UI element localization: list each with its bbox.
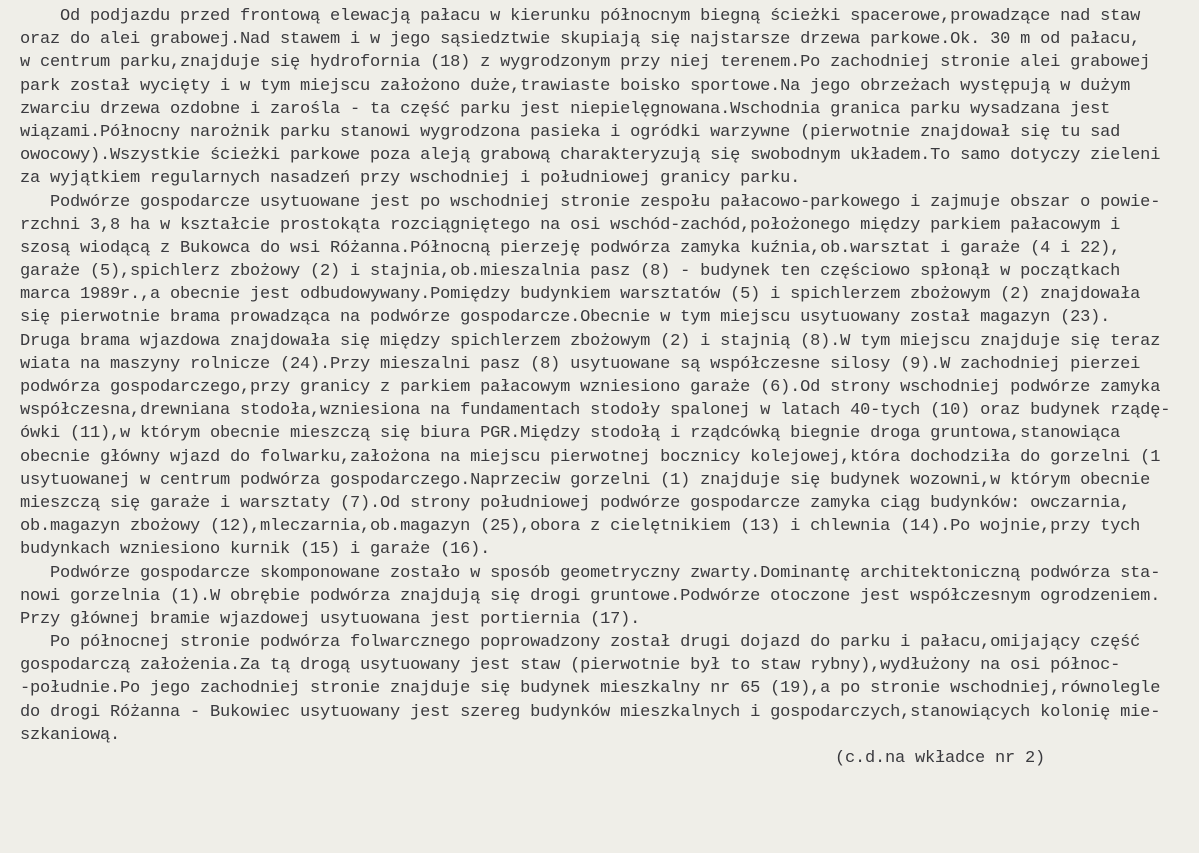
text-line: się pierwotnie brama prowadząca na podwórze gospodarcze.Obecnie w tym miejscu usytuowany został magazyn (23). xyxy=(20,308,1111,328)
text-line: szkaniową. xyxy=(20,725,121,745)
text-line: Przy głównej bramie wjazdowej usytuowana jest portiernia (17). xyxy=(20,609,641,629)
text-line: rzchni 3,8 ha w kształcie prostokąta rozciągniętego na osi wschód-zachód,położonego między parkiem pałacowym i xyxy=(20,215,1121,235)
text-line: garaże (5),spichlerz zbożowy (2) i stajnia,ob.mieszalnia pasz (8) - budynek ten częściowo spłonął w początkach xyxy=(20,262,1121,282)
text-line: marca 1989r.,a obecnie jest odbudowywany.Pomiędzy budynkiem warsztatów (5) i spichlerzem zbożowym (2) znajdowała xyxy=(20,285,1141,305)
text-line: wiązami.Północny narożnik parku stanowi wygrodzona pasieka i ogródki warzywne (pierwotnie znajdował się tu sad xyxy=(20,122,1121,142)
text-line: podwórza gospodarczego,przy granicy z parkiem pałacowym wzniesiono garaże (6).Od strony wschodniej podwórze zamyka xyxy=(20,378,1161,397)
text-line: ob.magazyn zbożowy (12),mleczarnia,ob.magazyn (25),obora z cielętnikiem (13) i chlewnia (14).Po wojnie,przy tych xyxy=(20,517,1141,537)
text-line: ówki (11),w którym obecnie mieszczą się biura PGR.Między stodołą i rządcówką biegnie droga gruntowa,stanowiąca xyxy=(20,424,1121,444)
text-line: mieszczą się garaże i warsztaty (7).Od strony południowej podwórze gospodarcze zamyka ciąg budynków: owczarnia, xyxy=(20,493,1131,513)
text-line: wiata na maszyny rolnicze (24).Przy mieszalni pasz (8) usytuowane są współczesne silosy (9).W zachodniej pierzei xyxy=(20,354,1141,374)
text-line: budynkach wzniesiono kurnik (15) i garaże (16). xyxy=(20,540,491,560)
text-line: za wyjątkiem regularnych nasadzeń przy wschodniej i południowej granicy parku. xyxy=(20,169,801,189)
continuation-note: (c.d.na wkładce nr 2) xyxy=(834,749,1045,768)
text-line: Od podjazdu przed frontową elewacją pałacu w kierunku północnym biegną ścieżki spacerowe,prowadzące nad staw xyxy=(20,7,1141,26)
text-line: współczesna,drewniana stodoła,wzniesiona na fundamentach stodoły spalonej w latach 40-tych (10) oraz budynek rządę- xyxy=(20,401,1171,421)
text-line: gospodarczą założenia.Za tą drogą usytuowany jest staw (pierwotnie był to staw rybny),wydłużony na osi północ- xyxy=(20,656,1121,676)
text-line: Podwórze gospodarcze usytuowane jest po wschodniej stronie zespołu pałacowo-parkowego i zajmuje obszar o powie- xyxy=(20,192,1161,212)
document-text xyxy=(20,5,1195,770)
text-line: nowi gorzelnia (1).W obrębie podwórza znajdują się drogi gruntowe.Podwórze otoczone jest współczesnym ogrodzeniem. xyxy=(20,586,1161,606)
text-line: Podwórze gospodarcze skomponowane zostało w sposób geometryczny zwarty.Dominantę architektoniczną podwórza sta- xyxy=(20,563,1161,583)
text-line: Po północnej stronie podwórza folwarcznego poprowadzony został drugi dojazd do parku i pałacu,omijający część xyxy=(20,633,1141,653)
text-line: Druga brama wjazdowa znajdowała się między spichlerzem zbożowym (2) i stajnią (8).W tym miejscu znajduje się teraz xyxy=(20,331,1161,351)
text-line: zwarciu drzewa ozdobne i zarośla - ta część parku jest niepielęgnowana.Wschodnia granica parku wysadzana jest xyxy=(20,99,1111,119)
text-line: owocowy).Wszystkie ścieżki parkowe poza aleją grabową charakteryzują się swobodnym układem.To samo dotyczy zieleni xyxy=(20,146,1161,166)
text-line: w centrum parku,znajduje się hydrofornia (18) z wygrodzonym przy niej terenem.Po zachodniej stronie alei grabowej xyxy=(20,53,1151,73)
text-line: oraz do alei grabowej.Nad stawem i w jego sąsiedztwie skupiają się najstarsze drzewa parkowe.Ok. 30 m od pałacu, xyxy=(20,30,1141,50)
text-line: do drogi Różanna - Bukowiec usytuowany jest szereg budynków mieszkalnych i gospodarczych,stanowiących kolonię mie- xyxy=(20,702,1161,722)
text-line: usytuowanej w centrum podwórza gospodarczego.Naprzeciw gorzelni (1) znajduje się budynek wozowni,w którym obecnie xyxy=(20,470,1151,490)
text-line: -południe.Po jego zachodniej stronie znajduje się budynek mieszkalny nr 65 (19),a po stronie wschodniej,równolegle xyxy=(20,679,1161,699)
text-line: obecnie główny wjazd do folwarku,założona na miejscu pierwotnej bocznicy kolejowej,która dochodziła do gorzelni (1 xyxy=(20,447,1161,467)
text-line: park został wycięty i w tym miejscu założono duże,trawiaste boisko sportowe.Na jego obrzeżach występują w dużym xyxy=(20,76,1131,96)
text-line: szosą wiodącą z Bukowca do wsi Różanna.Północną pierzeję podwórza zamyka kuźnia,ob.warsztat i garaże (4 i 22), xyxy=(20,238,1121,258)
